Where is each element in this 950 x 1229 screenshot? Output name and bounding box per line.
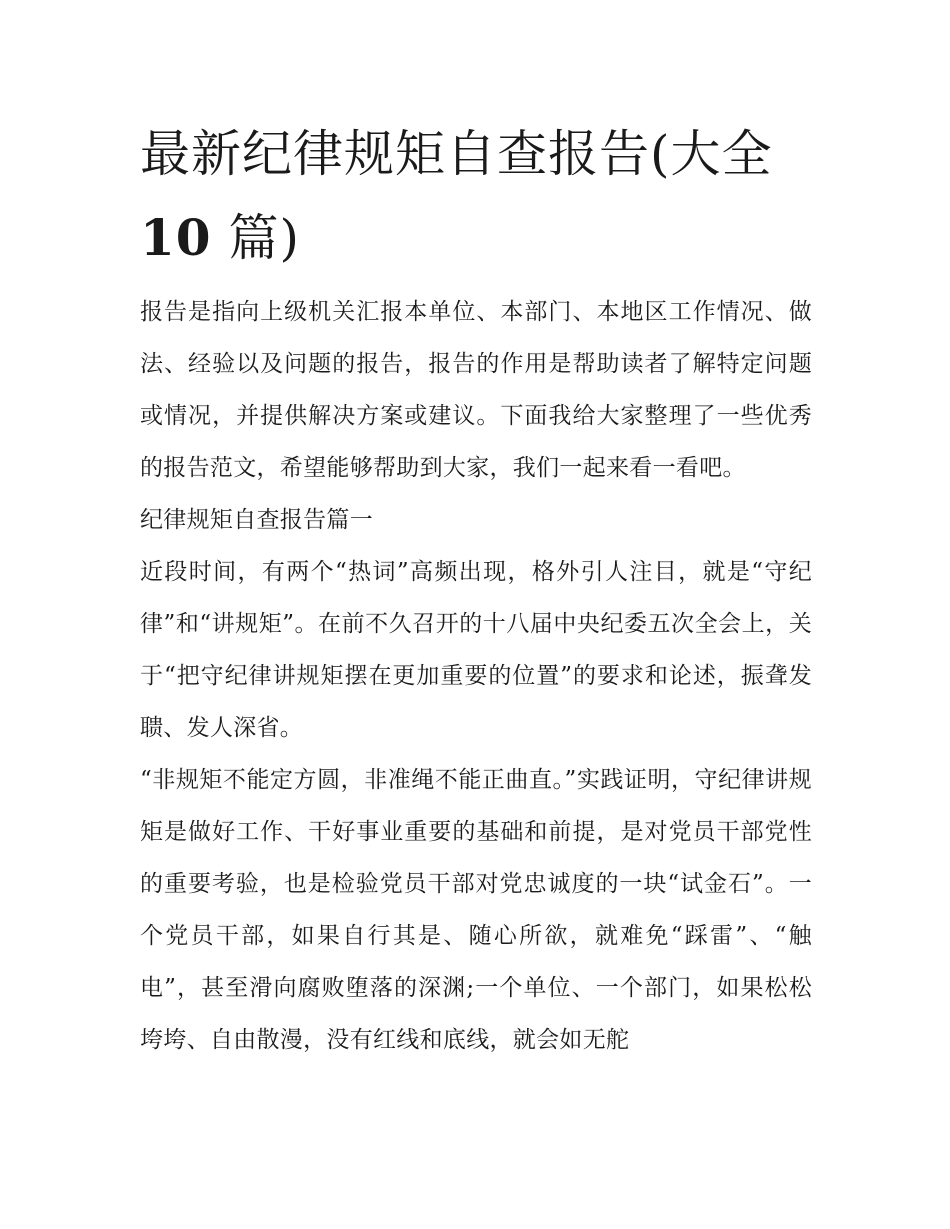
title-number: 10 [140, 208, 212, 267]
body-paragraph: 近段时间，有两个“热词”高频出现，格外引人注目，就是“守纪律”和“讲规矩”。在前不久召开的十八届中央纪委五次全会上，关于“把守纪律讲规矩摆在更加重要的位置”的要求和论述，振聋发聩、发人深省。 [140, 559, 812, 741]
title-line-2: 篇) [211, 209, 300, 267]
intro-paragraph: 报告是指向上级机关汇报本单位、本部门、本地区工作情况、做法、经验以及问题的报告，报告的作用是帮助读者了解特定问题或情况，并提供解决方案或建议。下面我给大家整理了一些优秀的报告范文，希望能够帮助到大家，我们一起来看一看吧。 [140, 299, 812, 481]
document-title [140, 112, 812, 280]
title-line-1: 最新纪律规矩自查报告(大全 [140, 125, 773, 183]
section-heading: 纪律规矩自查报告篇一 [140, 507, 373, 533]
body-paragraph: “非规矩不能定方圆，非准绳不能正曲直。”实践证明，守纪律讲规矩是做好工作、干好事业重要的基础和前提，是对党员干部党性的重要考验，也是检验党员干部对党忠诚度的一块“试金石”。一个党员干部，如果自行其是、随心所欲，就难免“踩雷”、“触电”，甚至滑向腐败堕落的深渊;一个单位、一个部门，如果松松垮垮、自由散漫，没有红线和底线，就会如无舵 [140, 767, 812, 1053]
document-page [140, 112, 812, 1066]
